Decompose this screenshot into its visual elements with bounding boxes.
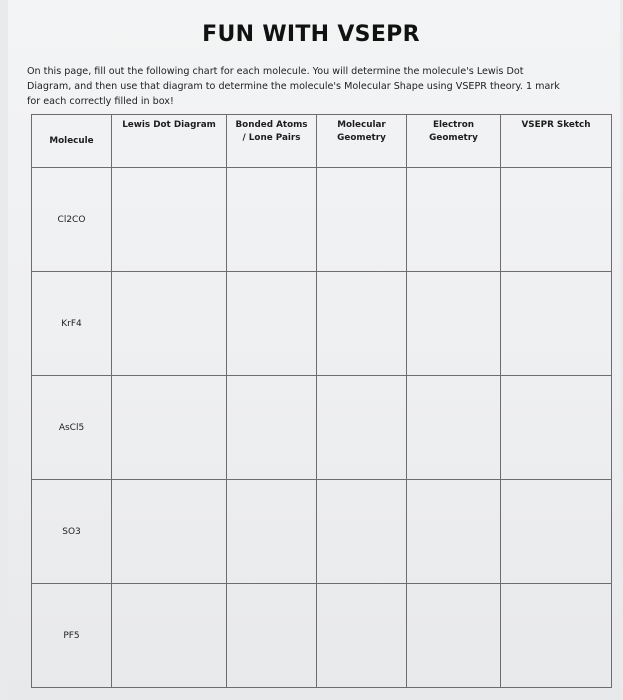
header-label: Molecule [49, 135, 94, 146]
vsepr-sketch-cell[interactable] [501, 272, 612, 376]
instructions-text: On this page, fill out the following chart for each molecule. You will determine the molecule's Lewis Dot Diagram, and then use that diagram to determine the molecule's Molecular Shape using VSEPR theory. 1 mark for each correctly filled in box! [27, 66, 560, 107]
header-electron-geometry [407, 115, 501, 168]
bonded-atoms-cell[interactable] [227, 272, 317, 376]
bonded-atoms-cell[interactable] [227, 480, 317, 584]
vsepr-chart [31, 114, 612, 688]
molecule-formula: SO3 [62, 526, 81, 537]
bonded-atoms-cell[interactable] [227, 584, 317, 688]
header-vsepr-sketch [501, 115, 612, 168]
header-label: Electron [432, 120, 475, 130]
header-label: / Lone Pairs [242, 133, 301, 143]
table-row [32, 168, 612, 272]
molecule-cell [32, 376, 112, 480]
header-label: Molecular [337, 120, 386, 130]
molecule-cell [32, 584, 112, 688]
header-row [32, 115, 612, 168]
molecule-cell [32, 272, 112, 376]
header-molecule [32, 115, 112, 168]
electron-geometry-cell[interactable] [407, 272, 501, 376]
table-row [32, 272, 612, 376]
bonded-atoms-cell[interactable] [227, 376, 317, 480]
table-row [32, 584, 612, 688]
molecule-formula: Cl2CO [57, 214, 86, 225]
molecular-geometry-cell[interactable] [317, 168, 407, 272]
lewis-dot-cell[interactable] [112, 584, 227, 688]
header-label: VSEPR Sketch [521, 120, 591, 130]
header-label: Lewis Dot Diagram [122, 120, 216, 130]
molecule-formula: AsCl5 [58, 422, 85, 433]
molecular-geometry-cell[interactable] [317, 584, 407, 688]
header-lewis-dot [112, 115, 227, 168]
electron-geometry-cell[interactable] [407, 168, 501, 272]
electron-geometry-cell[interactable] [407, 480, 501, 584]
bonded-atoms-cell[interactable] [227, 168, 317, 272]
header-label: Geometry [337, 133, 386, 143]
lewis-dot-cell[interactable] [112, 376, 227, 480]
vsepr-sketch-cell[interactable] [501, 584, 612, 688]
header-label: Bonded Atoms [235, 120, 308, 130]
header-molecular-geometry [317, 115, 407, 168]
molecular-geometry-cell[interactable] [317, 272, 407, 376]
header-label: Geometry [429, 133, 478, 143]
electron-geometry-cell[interactable] [407, 376, 501, 480]
molecule-formula: PF5 [63, 630, 80, 641]
vsepr-sketch-cell[interactable] [501, 168, 612, 272]
molecular-geometry-cell[interactable] [317, 376, 407, 480]
page-title: FUN WITH VSEPR [202, 22, 420, 47]
vsepr-sketch-cell[interactable] [501, 376, 612, 480]
lewis-dot-cell[interactable] [112, 272, 227, 376]
header-bonded-atoms [227, 115, 317, 168]
table-row [32, 480, 612, 584]
electron-geometry-cell[interactable] [407, 584, 501, 688]
molecule-cell [32, 168, 112, 272]
lewis-dot-cell[interactable] [112, 480, 227, 584]
table-row [32, 376, 612, 480]
lewis-dot-cell[interactable] [112, 168, 227, 272]
vsepr-sketch-cell[interactable] [501, 480, 612, 584]
molecular-geometry-cell[interactable] [317, 480, 407, 584]
molecule-cell [32, 480, 112, 584]
molecule-formula: KrF4 [61, 318, 82, 329]
